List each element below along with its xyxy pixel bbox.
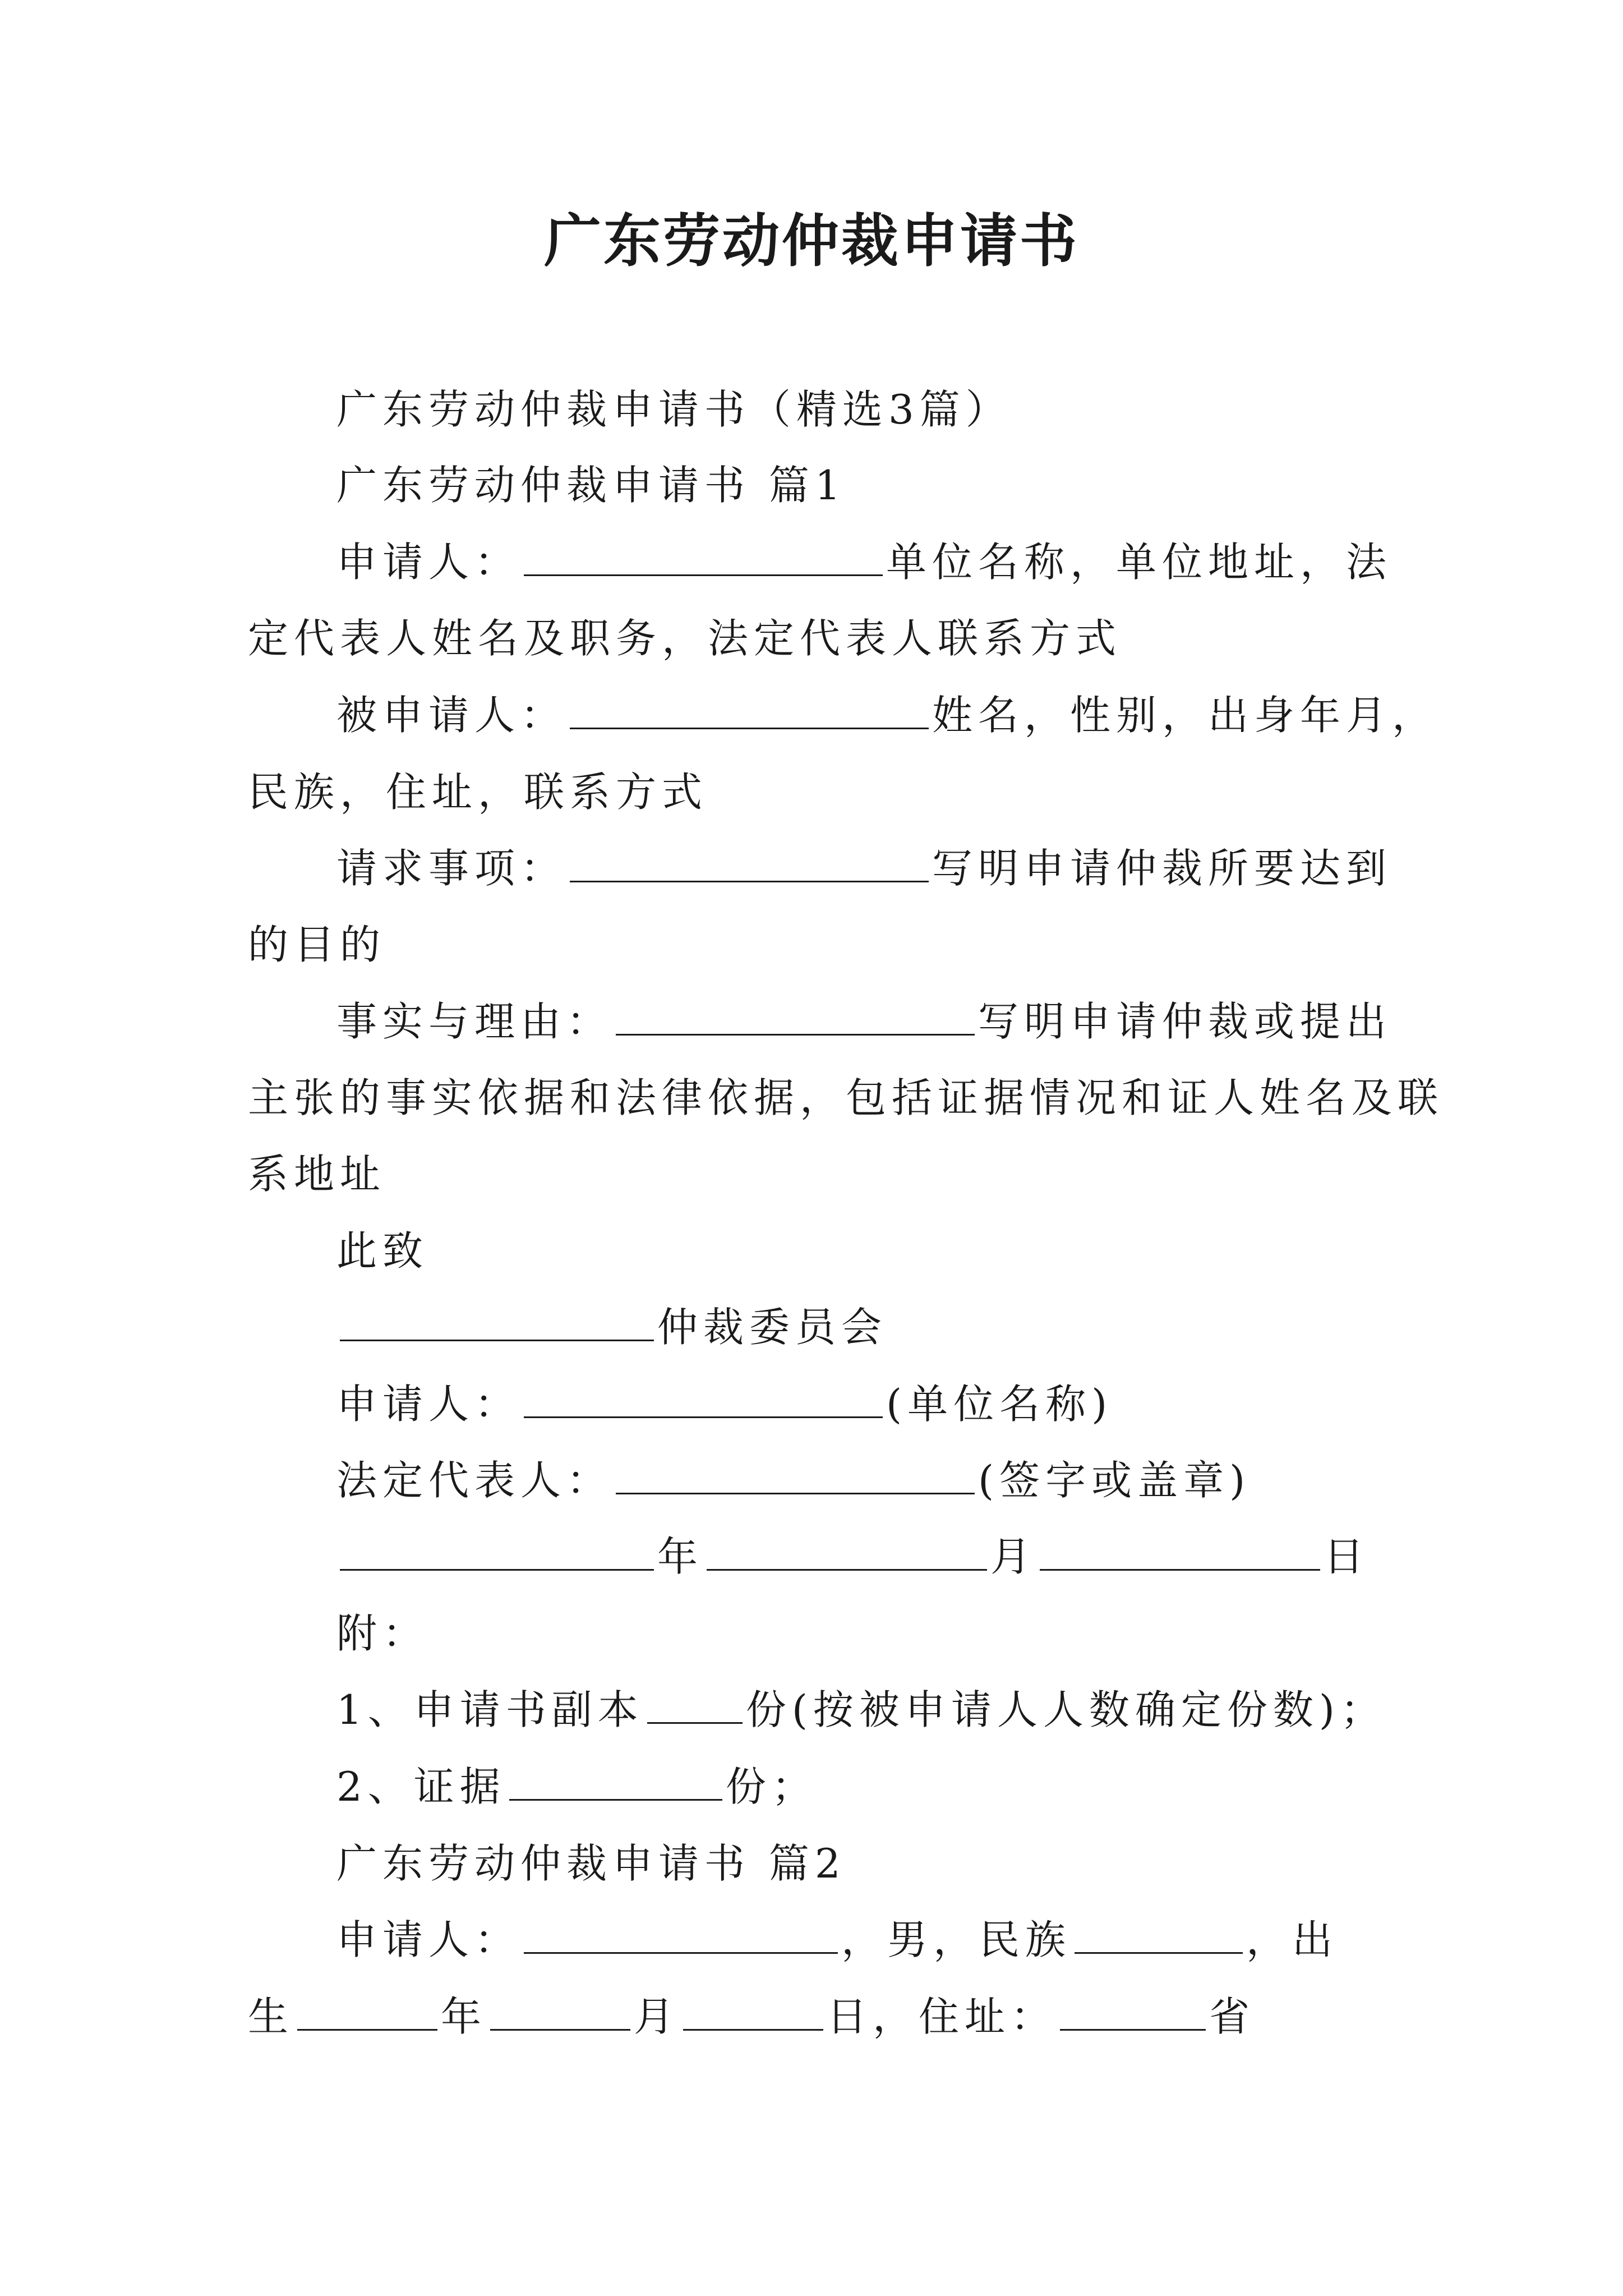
facts-label: 事实与理由： (336, 998, 613, 1045)
attachment-2 (336, 1759, 818, 1815)
year-label: 年 (657, 1533, 704, 1580)
ethnicity-blank (1075, 1917, 1243, 1954)
facts-desc: 写明申请仲裁或提出 (978, 998, 1393, 1045)
attachment-1-note: 份(按被申请人人数确定份数)； (745, 1686, 1386, 1733)
legal-rep-line (336, 1452, 1251, 1508)
facts-blank (616, 999, 975, 1036)
province-label: 省 (1209, 1993, 1256, 2040)
piece2-gender: ，男，民族 (841, 1916, 1072, 1963)
sign-applicant-note: (单位名称) (886, 1381, 1113, 1428)
applicant-blank (524, 540, 883, 576)
birth-label: 生 (248, 1993, 294, 2040)
respondent-label: 被申请人： (336, 692, 567, 739)
respondent-line (336, 687, 1438, 743)
piece2-applicant-blank (524, 1917, 838, 1954)
sign-applicant-line (336, 1376, 1113, 1432)
date-line (336, 1529, 1370, 1585)
respondent-desc: 姓名，性别，出身年月， (932, 692, 1438, 739)
attachment-2-blank (509, 1764, 722, 1801)
applicant-label: 申请人： (336, 539, 521, 586)
request-desc-cont: 的目的 (248, 921, 386, 968)
request-label: 请求事项： (336, 845, 567, 892)
committee-label: 仲裁委员会 (657, 1304, 888, 1351)
address-label: 日，住址： (827, 1993, 1057, 2040)
attachment-1 (336, 1682, 1386, 1738)
sign-applicant-label: 申请人： (336, 1381, 521, 1428)
birth-day-blank (683, 1994, 823, 2031)
piece2-comma: ，出 (1246, 1916, 1339, 1963)
legal-rep-label: 法定代表人： (336, 1457, 613, 1504)
facts-desc-end: 系地址 (248, 1151, 386, 1198)
sign-applicant-blank (524, 1382, 883, 1418)
birth-month-blank (490, 1994, 630, 2031)
day-blank (1040, 1534, 1320, 1571)
request-blank (570, 846, 929, 882)
salutation: 此致 (336, 1227, 429, 1274)
respondent-blank (570, 693, 929, 729)
committee-blank (340, 1305, 654, 1341)
piece2-heading: 广东劳动仲裁申请书 篇2 (336, 1840, 846, 1887)
attachment-1-text: 1、申请书副本 (336, 1686, 644, 1733)
attachment-2-text: 2、证据 (336, 1763, 506, 1810)
attachment-2-note: 份； (725, 1763, 818, 1810)
birth-year-label: 年 (441, 1993, 487, 2040)
attachment-1-blank (647, 1687, 743, 1724)
request-desc: 写明申请仲裁所要达到 (932, 845, 1393, 892)
piece2-birth-line (248, 1989, 1255, 2045)
facts-desc-cont: 主张的事实依据和法律依据，包括证据情况和证人姓名及联 (248, 1074, 1444, 1121)
month-blank (707, 1534, 987, 1571)
applicant-desc-cont: 定代表人姓名及职务，法定代表人联系方式 (248, 615, 1122, 662)
month-label: 月 (990, 1533, 1037, 1580)
day-label: 日 (1324, 1533, 1370, 1580)
applicant-line (336, 534, 1392, 590)
piece1-heading: 广东劳动仲裁申请书 篇1 (336, 462, 846, 509)
piece2-applicant-label: 申请人： (336, 1916, 521, 1963)
facts-line (336, 993, 1392, 1050)
province-blank (1060, 1994, 1206, 2031)
birth-year-blank (297, 1994, 437, 2031)
document-title: 广东劳动仲裁申请书 (544, 208, 1079, 275)
committee-line (336, 1299, 887, 1355)
attachment-label: 附： (336, 1610, 429, 1657)
subtitle: 广东劳动仲裁申请书（精选3篇） (336, 386, 1012, 433)
piece2-applicant-line (336, 1912, 1338, 1968)
birth-month-label: 月 (634, 1993, 680, 2040)
year-blank (340, 1534, 654, 1571)
legal-rep-note: (签字或盖章) (978, 1457, 1251, 1504)
respondent-desc-cont: 民族，住址，联系方式 (248, 769, 708, 816)
legal-rep-blank (616, 1458, 975, 1494)
request-line (336, 840, 1392, 896)
applicant-desc: 单位名称，单位地址，法 (886, 539, 1393, 586)
